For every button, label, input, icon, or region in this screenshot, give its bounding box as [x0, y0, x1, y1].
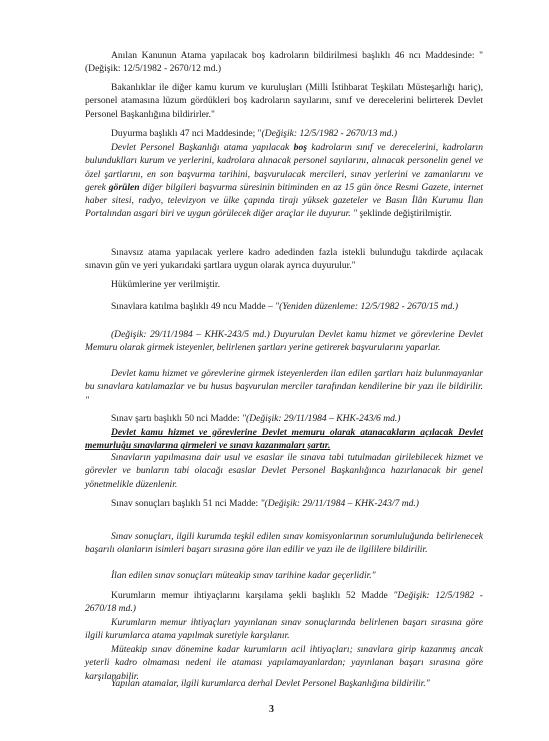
paragraph-article-46-intro: [85, 49, 483, 76]
paragraph-article-49-body: [85, 328, 483, 355]
text-span: Sınav sonuçları başlıklı 51 nci Madde:: [111, 498, 261, 509]
paragraph-article-51-body: [85, 530, 483, 557]
text-span: Müteakip sınav dönemine kadar kurumların acil ihtiyaçları; sınavlara girip kazanmış ancak yeterli kadro olmaması nedeni ile ataması yapılamayanlardan; yayınlanan başarı sırasına göre karşılanabilir.: [85, 644, 483, 682]
amendment-note: "(Değişik: 29/11/1984 – KHK-243/6 md.): [242, 413, 401, 424]
text-span: Devlet kamu hizmet ve görevlerine Devlet memuru olarak atanacakların açılacak Devlet memurluğu sınavlarına girmeleri ve sınavı kazanmaları şartır.: [85, 427, 483, 452]
paragraph-article-50-intro: [85, 412, 483, 425]
paragraph-article-50-emphasis: [85, 426, 483, 453]
text-span: Duyurma başlıklı 47 nci Maddesinde; ": [111, 128, 262, 139]
paragraph-article-51-intro: [85, 497, 483, 510]
text-span: diğer bilgileri başvurma süresinin bitiminden en az 15 gün önce Resmi Gazete, internet haber sitesi, radyo, televizyon ve ülke çapında tirajı yüksek gazeteler ve Basın İlân Kurumu İlan Portalından asgari biri ve uygun görülecek diğer araçlar ile duyurur. ": [85, 181, 483, 220]
text-span: şeklinde değiştirilmiştir.: [357, 208, 452, 220]
text-span: Sınav şartı başlıklı 50 nci Madde:: [111, 413, 242, 424]
amendment-note: "(Yeniden düzenleme: 12/5/1982 - 2670/15 md.): [275, 301, 459, 312]
paragraph-article-52-intro: [85, 589, 483, 616]
paragraph-article-46-body: [85, 81, 483, 121]
text-span: Bakanlıklar ile diğer kamu kurum ve kuruluşları (Milli İstihbarat Teşkilatı Müsteşarlığı hariç), personel atamasına lüzum gördükleri boş kadroların sayılarını, sınıf ve derecelerini belirterek Devlet Personel Başkanlığına bildirirler.": [85, 82, 483, 120]
text-span: Anılan Kanunun Atama yapılacak boş kadroların bildirilmesi başlıklı 46 ncı Maddesinde: "(Değişik: 12/5/1982 - 2670/12 md.): [85, 50, 483, 75]
amendment-note: "(Değişik: 29/11/1984 – KHK-243/7 md.): [260, 498, 419, 509]
paragraph-article-47-unexamined: [85, 246, 483, 273]
text-span: Sınav sonuçları, ilgili kurumda teşkil edilen sınav komisyonlarının sorumluluğunda belirlenecek başarılı olanların isimleri başarı sırasına göre ilan edilir ve yazı ile de ilgililere bildirilir.: [85, 531, 483, 556]
text-span: kadroların sınıf ve derecelerini, kadroların bulunduklları kurum ve yerlerini, kadrolara alınacak personel sayılarını, alınacak personelin genel ve özel şartlarını, en son başvurma tarihini, başvurulacak mercileri, sınav yerlerini ve zamanlarını ve gerek: [85, 142, 483, 193]
paragraph-article-51-validity: [85, 569, 483, 582]
paragraph-provisions: [85, 278, 483, 291]
paragraph-article-47-body: [85, 141, 483, 221]
paragraph-article-49-ineligible: [85, 367, 483, 407]
bold-word: boş: [293, 142, 307, 153]
paragraph-article-50-body: [85, 451, 483, 491]
amendment-note: "Değişik: 12/5/1982 - 2670/18 md.): [85, 590, 483, 615]
text-span: Yapılan atamalar, ilgili kurumlarca derhal Devlet Personel Başkanlığına bildirilir.": [111, 678, 430, 689]
text-span: Hükümlerine yer verilmiştir.: [111, 279, 220, 290]
paragraph-article-49-intro: [85, 300, 483, 313]
page-number: 3: [269, 704, 274, 715]
paragraph-article-52-body: [85, 616, 483, 643]
text-span: Devlet Personel Başkanlığı atama yapılacak: [111, 142, 294, 153]
text-span: Sınavların yapılmasına dair usul ve esaslar ile sınava tabi tutulmadan girilebilecek hizmet ve görevler ve bunların tabi olacağı esaslar Devlet Personel Başkanlığınca hazırlanacak bir genel yönetmelikle düzenlenir.: [85, 452, 483, 490]
text-span: Sınavlara katılma başlıklı 49 ncu Madde –: [111, 301, 276, 312]
paragraph-article-52-notify: [85, 677, 483, 690]
text-span: Sınavsız atama yapılacak yerlere kadro adedinden fazla istekli bulunduğu takdirde açılacak sınavın gün ve yeri yukarıdaki şartlara uygun olarak ayrıca duyurulur.": [85, 247, 483, 272]
text-span: İlan edilen sınav sonuçları müteakip sınav tarihine kadar geçerlidir.": [111, 570, 376, 581]
amendment-note: (Değişik: 12/5/1982 - 2670/13 md.): [261, 128, 398, 139]
text-span: Devlet kamu hizmet ve görevlerine girmek isteyenlerden ilan edilen şartları haiz bulunmayanlar bu sınavlara katılamazlar ve bu husus başvurulan merciler tarafından kendilerine bir yazı ile bildirilir. ": [85, 368, 483, 406]
paragraph-article-47-intro: [85, 127, 483, 140]
bold-word: görülen: [108, 181, 140, 193]
text-span: Kurumların memur ihtiyaçları yayınlanan sınav sonuçlarında belirlenen başarı sırasına göre ilgili kurumlarca atama yapılmak suretiyle karşılanır.: [85, 617, 483, 642]
text-span: Kurumların memur ihtiyaçlarını karşılama şekli başlıklı 52 Madde: [111, 590, 394, 601]
text-span: (Değişik: 29/11/1984 – KHK-243/5 md.) Duyurulan Devlet kamu hizmet ve görevlerine Devlet Memuru olarak girmek isteyenler, belirlenen şartları yerine getirerek başvurularını yaparlar.: [85, 329, 483, 354]
